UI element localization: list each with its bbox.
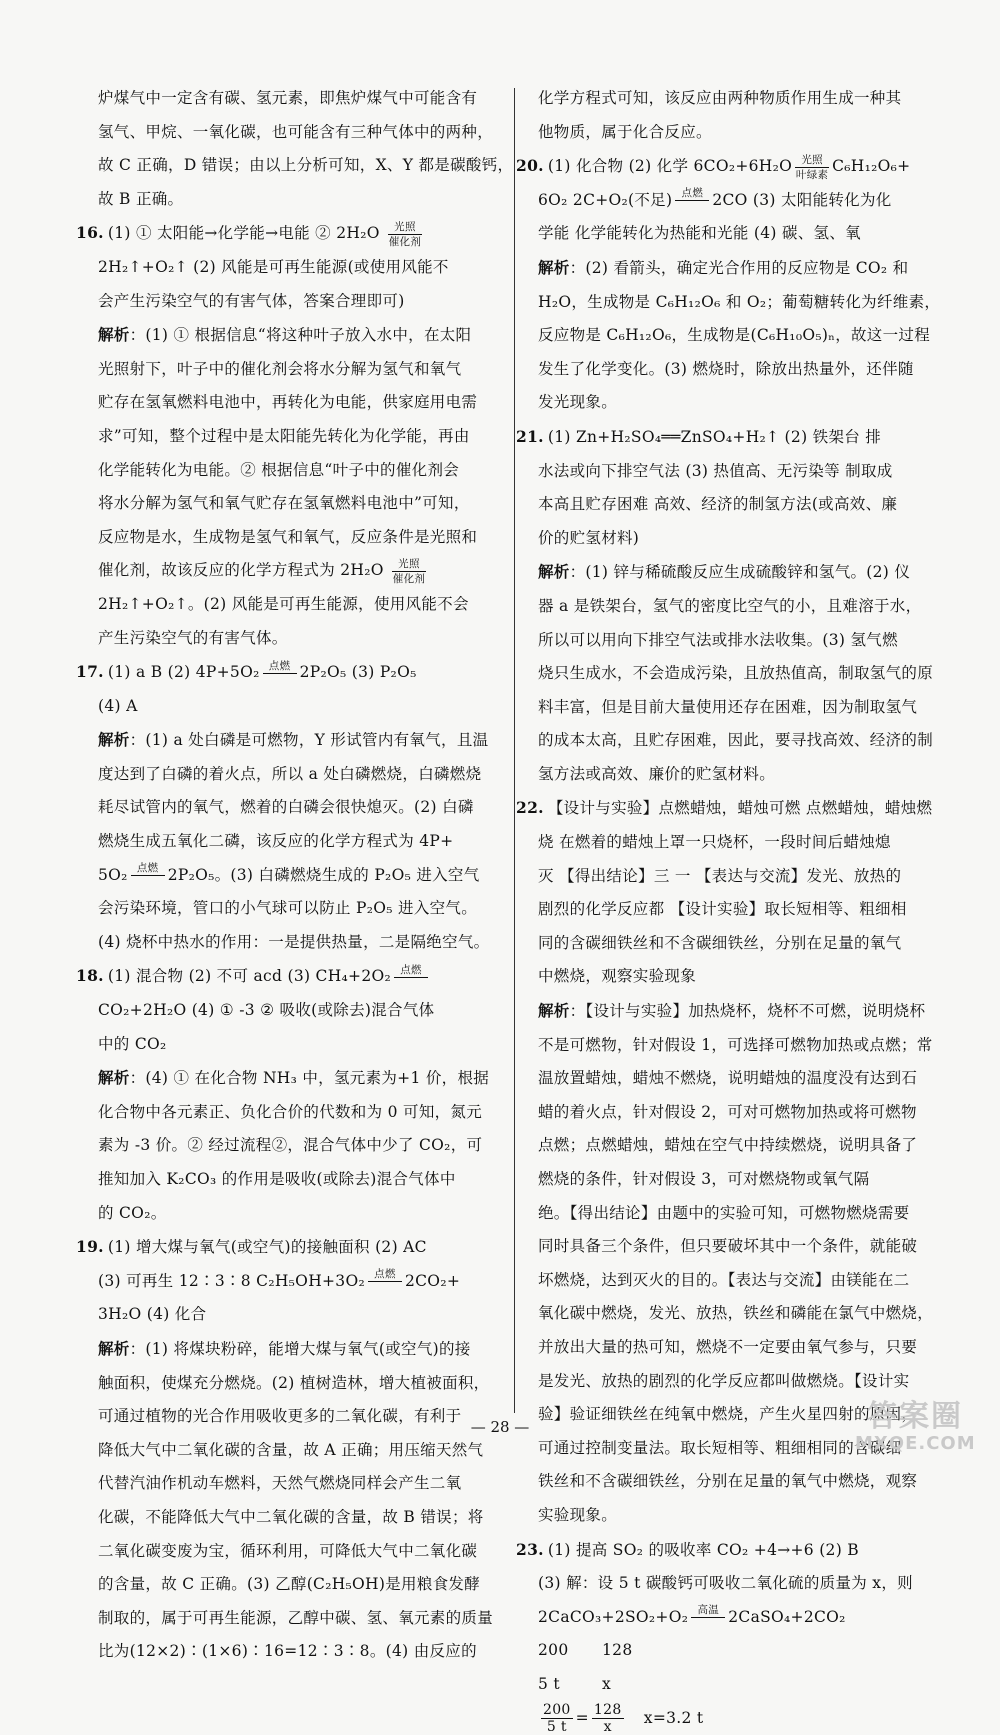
- explanation-line: 燃烧的条件，针对假设 3，可对燃烧物或氧气隔: [538, 1163, 958, 1197]
- answer-text: 2P₂O₅ (3) P₂O₅: [300, 663, 417, 681]
- explanation-label: 解析: [98, 325, 130, 344]
- explanation-line: 蜡的着火点，针对假设 2，可对可燃物加热或将可燃物: [538, 1096, 958, 1130]
- explanation-text: 催化剂，故该反应的化学方程式为 2H₂O: [98, 561, 384, 579]
- explanation-line: 可通过控制变量法。取长短相等、粗细相同的含碳细: [538, 1432, 958, 1466]
- right-column: [538, 82, 958, 1735]
- answer-line: 水法或向下排空气法 (3) 热值高、无污染等 制取成: [538, 455, 958, 489]
- calc-value: x: [602, 1668, 666, 1702]
- reaction-condition: [691, 1604, 725, 1631]
- explanation-line: 将水分解为氢气和氧气贮存在氢氧燃料电池中”可知，: [98, 487, 518, 521]
- explanation-line: 发光现象。: [538, 386, 958, 420]
- reaction-condition: [131, 862, 165, 889]
- calc-value: 200: [538, 1634, 602, 1668]
- answer-line: 中的 CO₂: [98, 1028, 518, 1062]
- explanation-line: 铁丝和不含碳细铁丝，分别在足量的氧气中燃烧，观察: [538, 1465, 958, 1499]
- fraction: [541, 1702, 573, 1735]
- explanation-line: 反应物是水，生成物是氢气和氧气，反应条件是光照和: [98, 521, 518, 555]
- reaction-condition: [263, 660, 297, 687]
- equals-sign: =: [576, 1709, 589, 1727]
- answer-line: (4) A: [98, 690, 518, 724]
- condition-top: 高温: [691, 1604, 725, 1618]
- explanation-label: 解析: [98, 730, 130, 749]
- answer-line: 灭 【得出结论】三 一 【表达与交流】发光、放热的: [538, 860, 958, 894]
- question-number: 22.: [516, 798, 544, 817]
- explanation-line: (4) 烧杯中热水的作用：一是提供热量，二是隔绝空气。: [98, 926, 518, 960]
- explanation-line: 求”可知，整个过程中是太阳能先转化为化学能，再由: [98, 420, 518, 454]
- explanation-label: 解析: [98, 1339, 130, 1358]
- answer-line: [98, 1265, 518, 1299]
- answer-text: (1) ① 太阳能→化学能→电能 ② 2H₂O: [108, 224, 380, 242]
- explanation-text: ：(1) a 处白磷是可燃物，Y 形试管内有氧气，且温: [130, 731, 489, 749]
- condition-top: 点燃: [675, 187, 709, 201]
- calc-value: 5 t: [538, 1668, 602, 1702]
- explanation-line: 推知加入 K₂CO₃ 的作用是吸收(或除去)混合气体中: [98, 1163, 518, 1197]
- reaction-condition: [368, 1268, 402, 1295]
- explanation-line: 产生污染空气的有害气体。: [98, 622, 518, 656]
- calc-row: [538, 1668, 958, 1702]
- explanation-line: 实验现象。: [538, 1499, 958, 1533]
- explanation-line: H₂O，生成物是 C₆H₁₂O₆ 和 O₂；葡萄糖转化为纤维素，: [538, 286, 958, 320]
- text-line: 故 B 正确。: [98, 183, 518, 217]
- explanation-line: [98, 859, 518, 893]
- explanation-line: 化学能转化为电能。② 根据信息“叶子中的催化剂会: [98, 454, 518, 488]
- explanation-line: 是发光、放热的剧烈的化学反应都叫做燃烧。【设计实: [538, 1365, 958, 1399]
- explanation-line: 温放置蜡烛，蜡烛不燃烧，说明蜡烛的温度没有达到石: [538, 1062, 958, 1096]
- explanation-line: 氢方法或高效、廉价的贮氢材料。: [538, 758, 958, 792]
- explanation-line: 的 CO₂。: [98, 1197, 518, 1231]
- explanation-text: ：(1) 将煤块粉碎，能增大煤与氧气(或空气)的接: [130, 1340, 471, 1358]
- text-line: 他物质，属于化合反应。: [538, 116, 958, 150]
- reaction-condition: [795, 154, 829, 181]
- explanation-line: [98, 318, 518, 353]
- explanation-text: ：(1) 锌与稀硫酸反应生成硫酸锌和氢气。(2) 仪: [570, 563, 911, 581]
- explanation-line: [538, 555, 958, 590]
- explanation-label: 解析: [538, 258, 570, 277]
- condition-top: 点燃: [394, 964, 428, 978]
- explanation-line: 二氧化碳变废为宝，循环利用，可降低大气中二氧化碳: [98, 1535, 518, 1569]
- page-number: — 28 —: [0, 1418, 1000, 1436]
- text-line: 故 C 正确，D 错误；由以上分析可知，X、Y 都是碳酸钙，: [98, 149, 518, 183]
- explanation-line: 坏燃烧，达到灭火的目的。【表达与交流】由镁能在二: [538, 1264, 958, 1298]
- answer-line: 烧 在燃着的蜡烛上罩一只烧杯，一段时间后蜡烛熄: [538, 826, 958, 860]
- explanation-text: ：(2) 看箭头，确定光合作用的反应物是 CO₂ 和: [570, 259, 909, 277]
- explanation-line: [538, 994, 958, 1029]
- fraction-numerator: 200: [541, 1702, 573, 1719]
- explanation-line: 2H₂↑+O₂↑。(2) 风能是可再生能源，使用风能不会: [98, 588, 518, 622]
- reaction-condition: [388, 221, 422, 248]
- explanation-line: 料丰富，但是目前大量使用还存在困难，因为制取氢气: [538, 691, 958, 725]
- explanation-label: 解析: [538, 562, 570, 581]
- answer-line: [516, 791, 958, 826]
- answer-line: 剧烈的化学反应都 【设计实验】取长短相等、粗细相: [538, 893, 958, 927]
- watermark-domain: MXQE.COM: [855, 1434, 975, 1454]
- answer-line: 价的贮氢材料): [538, 522, 958, 556]
- answer-text: (1) 提高 SO₂ 的吸收率 CO₂ +4→+6 (2) B: [548, 1541, 859, 1559]
- explanation-line: [98, 1061, 518, 1096]
- calc-row: [538, 1634, 958, 1668]
- condition-bottom: 催化剂: [392, 572, 426, 585]
- fraction-numerator: 128: [592, 1702, 624, 1719]
- explanation-line: 反应物是 C₆H₁₂O₆，生成物是(C₆H₁₀O₅)ₙ，故这一过程: [538, 319, 958, 353]
- explanation-line: 度达到了白磷的着火点，所以 a 处白磷燃烧，白磷燃烧: [98, 758, 518, 792]
- text-line: 化学方程式可知，该反应由两种物质作用生成一种其: [538, 82, 958, 116]
- answer-line: [76, 1230, 518, 1265]
- answer-text: 2CO (3) 太阳能转化为化: [712, 191, 891, 209]
- explanation-line: 比为(12×2)∶(1×6)∶16=12∶3∶8。(4) 由反应的: [98, 1635, 518, 1669]
- explanation-line: 耗尽试管内的氧气，燃着的白磷会很快熄灭。(2) 白磷: [98, 791, 518, 825]
- condition-top: 光照: [392, 558, 426, 572]
- fraction-denominator: 5 t: [541, 1719, 573, 1735]
- explanation-line: 会污染环境，管口的小气球可以防止 P₂O₅ 进入空气。: [98, 892, 518, 926]
- explanation-line: 降低大气中二氧化碳的含量，故 A 正确；用压缩天然气: [98, 1434, 518, 1468]
- answer-line: 同的含碳细铁丝和不含碳细铁丝，分别在足量的氧气: [538, 927, 958, 961]
- condition-top: 点燃: [131, 862, 165, 876]
- question-number: 16.: [76, 223, 104, 242]
- equation-right: 2CaSO₄+2CO₂: [728, 1608, 845, 1626]
- watermark-title: 答案圈: [855, 1400, 975, 1434]
- explanation-line: 贮存在氢氧燃料电池中，再转化为电能，供家庭用电需: [98, 386, 518, 420]
- condition-bottom: 叶绿素: [795, 168, 829, 181]
- answer-line: 本高且贮存困难 高效、经济的制氢方法(或高效、廉: [538, 488, 958, 522]
- explanation-line: 的含量，故 C 正确。(3) 乙醇(C₂H₅OH)是用粮食发酵: [98, 1568, 518, 1602]
- explanation-label: 解析: [538, 1001, 570, 1020]
- answer-line: [76, 655, 518, 690]
- explanation-line: [98, 723, 518, 758]
- explanation-text: 2P₂O₅。(3) 白磷燃烧生成的 P₂O₅ 进入空气: [168, 866, 480, 884]
- answer-text: (1) Zn+H₂SO₄══ZnSO₄+H₂↑ (2) 铁架台 排: [548, 428, 881, 446]
- explanation-line: 制取的，属于可再生能源，乙醇中碳、氢、氧元素的质量: [98, 1602, 518, 1636]
- explanation-line: [538, 251, 958, 286]
- answer-line: [516, 149, 958, 184]
- explanation-line: 不是可燃物，针对假设 1，可选择可燃物加热或点燃；常: [538, 1029, 958, 1063]
- answer-line: [538, 184, 958, 218]
- explanation-line: [98, 1332, 518, 1367]
- answer-line: [516, 1533, 958, 1568]
- condition-bottom: 催化剂: [388, 235, 422, 248]
- answer-text: 6O₂ 2C+O₂(不足): [538, 191, 672, 209]
- explanation-line: 并放出大量的热可知，燃烧不一定要由氧气参与，只要: [538, 1331, 958, 1365]
- question-number: 23.: [516, 1540, 544, 1559]
- explanation-line: 燃烧生成五氧化二磷，该反应的化学方程式为 4P+: [98, 825, 518, 859]
- explanation-line: 可通过植物的光合作用吸收更多的二氧化碳，有利于: [98, 1400, 518, 1434]
- question-number: 18.: [76, 966, 104, 985]
- answer-text: (3) 可再生 12∶3∶8 C₂H₅OH+3O₂: [98, 1272, 365, 1290]
- reaction-condition: [675, 187, 709, 214]
- explanation-line: 化碳，不能降低大气中二氧化碳的含量，故 B 错误；将: [98, 1501, 518, 1535]
- explanation-line: 素为 -3 价。② 经过流程②，混合气体中少了 CO₂，可: [98, 1129, 518, 1163]
- explanation-line: 氧化碳中燃烧，发光、放热，铁丝和磷能在氯气中燃烧，: [538, 1297, 958, 1331]
- answer-line: (3) 解：设 5 t 碳酸钙可吸收二氧化硫的质量为 x，则: [538, 1567, 958, 1601]
- question-number: 21.: [516, 427, 544, 446]
- explanation-line: 同时具备三个条件，但只要破坏其中一个条件，就能破: [538, 1230, 958, 1264]
- answer-text: (1) 增大煤与氧气(或空气)的接触面积 (2) AC: [108, 1238, 427, 1256]
- explanation-line: [98, 554, 518, 588]
- explanation-line: 光照射下，叶子中的催化剂会将水分解为氢气和氧气: [98, 353, 518, 387]
- calc-value: 128: [602, 1634, 666, 1668]
- question-number: 20.: [516, 156, 544, 175]
- reaction-condition: [392, 558, 426, 585]
- answer-line: [516, 420, 958, 455]
- explanation-text: 5O₂: [98, 866, 128, 884]
- answer-line: [76, 216, 518, 251]
- explanation-line: 绝。【得出结论】由题中的实验可知，可燃物燃烧需要: [538, 1197, 958, 1231]
- answer-text: (1) 混合物 (2) 不可 acd (3) CH₄+2O₂: [108, 967, 391, 985]
- chemical-equation: [538, 1601, 958, 1635]
- answer-text: (1) a B (2) 4P+5O₂: [108, 663, 260, 681]
- explanation-line: 器 a 是铁架台，氢气的密度比空气的小，且难溶于水，: [538, 590, 958, 624]
- explanation-line: 化合物中各元素正、负化合价的代数和为 0 可知，氮元: [98, 1096, 518, 1130]
- column-divider: [514, 88, 515, 1413]
- watermark-logo: [855, 1400, 975, 1460]
- equation-left: 2CaCO₃+2SO₂+O₂: [538, 1608, 688, 1626]
- proportion-line: [538, 1702, 958, 1735]
- question-number: 17.: [76, 662, 104, 681]
- answer-text: 2CO₂+: [405, 1272, 460, 1290]
- condition-top: 点燃: [263, 660, 297, 674]
- explanation-line: 的成本太高，且贮存困难，因此，要寻找高效、经济的制: [538, 724, 958, 758]
- answer-line: 学能 化学能转化为热能和光能 (4) 碳、氢、氧: [538, 217, 958, 251]
- answer-line: [76, 959, 518, 994]
- text-line: 氢气、甲烷、一氧化碳，也可能含有三种气体中的两种，: [98, 116, 518, 150]
- answer-text: 【设计与实验】点燃蜡烛，蜡烛可燃 点燃蜡烛，蜡烛燃: [548, 799, 932, 817]
- text-line: 炉煤气中一定含有碳、氢元素，即焦炉煤气中可能含有: [98, 82, 518, 116]
- explanation-line: 发生了化学变化。(3) 燃烧时，除放出热量外，还伴随: [538, 353, 958, 387]
- explanation-label: 解析: [98, 1068, 130, 1087]
- explanation-line: 点燃；点燃蜡烛，蜡烛在空气中持续燃烧，说明具备了: [538, 1129, 958, 1163]
- explanation-line: 烧只生成水，不会造成污染，且放热值高，制取氢气的原: [538, 657, 958, 691]
- explanation-text: ：(4) ① 在化合物 NH₃ 中，氢元素为+1 价，根据: [130, 1069, 489, 1087]
- fraction: [592, 1702, 624, 1735]
- reaction-condition: [394, 964, 428, 991]
- answer-text: C₆H₁₂O₆+: [832, 157, 910, 175]
- fraction-denominator: x: [592, 1719, 624, 1735]
- explanation-line: 所以可以用向下排空气法或排水法收集。(3) 氢气燃: [538, 624, 958, 658]
- condition-top: 光照: [795, 154, 829, 168]
- answer-text: (1) 化合物 (2) 化学 6CO₂+6H₂O: [548, 157, 792, 175]
- answer-line: 中燃烧，观察实验现象: [538, 960, 958, 994]
- condition-top: 点燃: [368, 1268, 402, 1282]
- explanation-line: 验】验证细铁丝在纯氧中燃烧，产生火星四射的原因，: [538, 1398, 958, 1432]
- question-number: 19.: [76, 1237, 104, 1256]
- condition-top: 光照: [388, 221, 422, 235]
- answer-line: 2H₂↑+O₂↑ (2) 风能是可再生能源(或使用风能不: [98, 251, 518, 285]
- explanation-line: 触面积，使煤充分燃烧。(2) 植树造林，增大植被面积，: [98, 1367, 518, 1401]
- answer-line: 会产生污染空气的有害气体，答案合理即可): [98, 285, 518, 319]
- answer-line: 3H₂O (4) 化合: [98, 1298, 518, 1332]
- result-text: x=3.2 t: [644, 1709, 704, 1727]
- explanation-text: ：(1) ① 根据信息“将这种叶子放入水中，在太阳: [130, 326, 472, 344]
- answer-line: CO₂+2H₂O (4) ① -3 ② 吸收(或除去)混合气体: [98, 994, 518, 1028]
- explanation-text: ：【设计与实验】加热烧杯，烧杯不可燃，说明烧杯: [570, 1002, 926, 1020]
- explanation-line: 代替汽油作机动车燃料，天然气燃烧同样会产生二氧: [98, 1467, 518, 1501]
